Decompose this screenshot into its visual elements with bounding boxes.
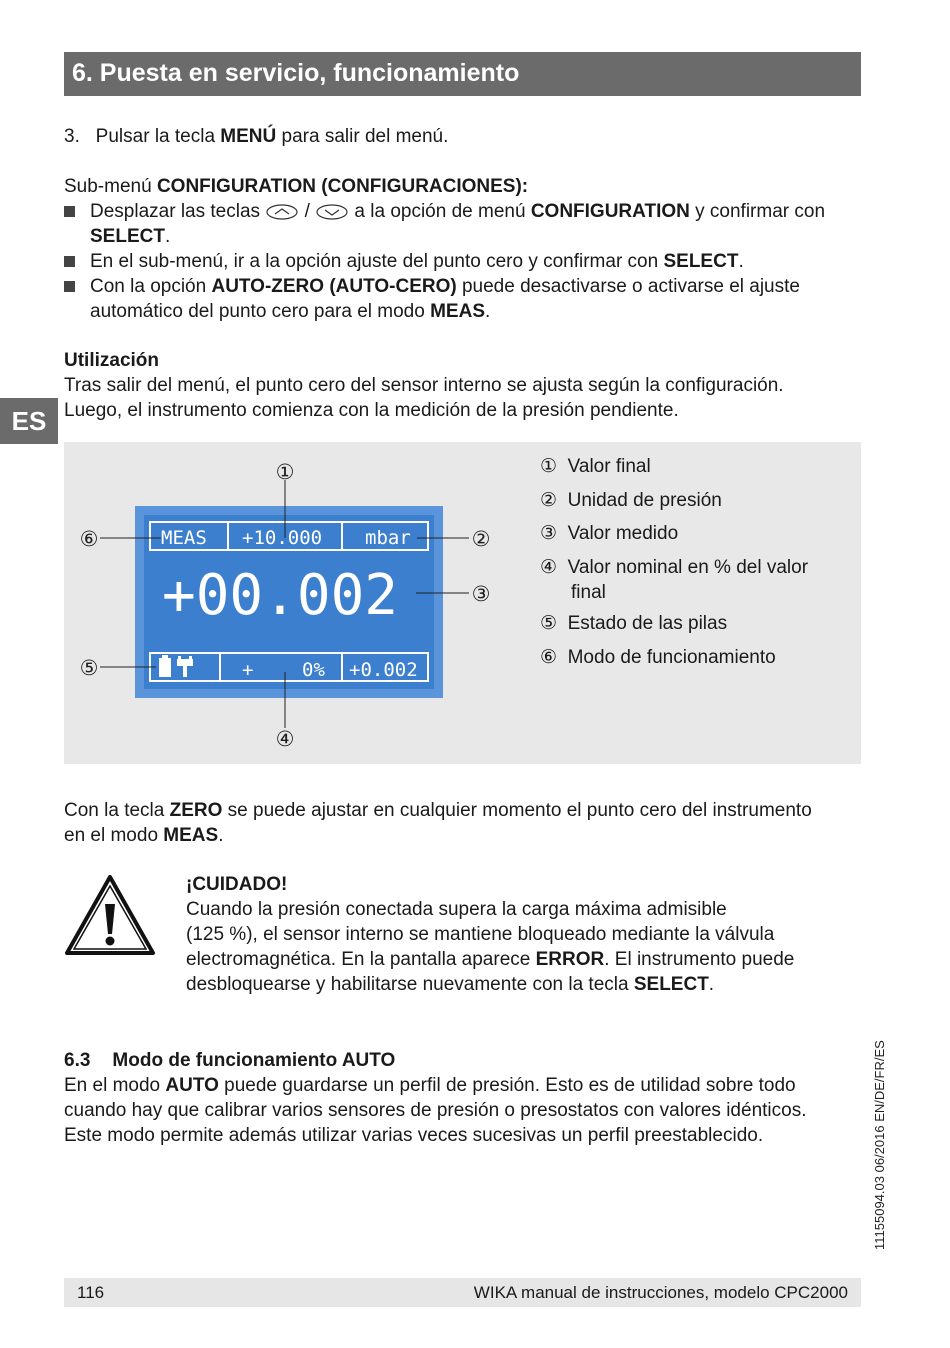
caution-title: ¡CUIDADO! bbox=[186, 874, 288, 895]
document-code: 11155094.03 06/2016 EN/DE/FR/ES bbox=[872, 1040, 887, 1250]
zero-paragraph bbox=[64, 798, 812, 848]
bullet-square bbox=[64, 256, 75, 267]
caution-select: SELECT bbox=[633, 974, 709, 995]
legend-text-3: Valor medido bbox=[567, 523, 679, 544]
display-sign: + bbox=[242, 659, 254, 681]
callout-3: ③ bbox=[471, 582, 491, 606]
legend-item-4 bbox=[540, 555, 808, 605]
bullet-2 bbox=[64, 249, 744, 274]
legend-item-5 bbox=[540, 611, 727, 636]
section-63-title: Modo de funcionamiento AUTO bbox=[112, 1050, 396, 1071]
bullet-1-bold-2: SELECT bbox=[90, 226, 165, 247]
section-63-number: 6.3 bbox=[64, 1050, 91, 1071]
section-63-line-3: Este modo permite además utilizar varias veces sucesivas un perfil preestablecido. bbox=[64, 1125, 764, 1146]
bullet-1 bbox=[64, 199, 864, 249]
legend-text-1: Valor final bbox=[567, 456, 651, 477]
display-nominal: +0.002 bbox=[349, 659, 418, 681]
usage-line-1: Tras salir del menú, el punto cero del sensor interno se ajusta según la configuración. bbox=[64, 375, 784, 396]
zero-bold-1: ZERO bbox=[169, 800, 223, 821]
step-3-prefix: 3. Pulsar la tecla bbox=[64, 126, 221, 147]
arrow-down-key-icon bbox=[315, 203, 349, 221]
bullet-1-sep: / bbox=[299, 201, 316, 222]
bullet-3-text-d: . bbox=[485, 301, 491, 322]
legend-text-2: Unidad de presión bbox=[567, 490, 722, 511]
zero-text-c: en el modo bbox=[64, 825, 164, 846]
language-tab: ES bbox=[0, 398, 58, 444]
display-mode: MEAS bbox=[161, 527, 207, 549]
caution-error: ERROR bbox=[535, 949, 605, 970]
section-63-line-2: cuando hay que calibrar varios sensores de presión o presostatos con valores idénticos. bbox=[64, 1100, 807, 1121]
caution-line-3b: . El instrumento puede bbox=[604, 949, 795, 970]
caution-line-2: (125 %), el sensor interno se mantiene bloqueado mediante la válvula bbox=[186, 924, 775, 945]
legend-item-2 bbox=[540, 488, 722, 513]
legend-item-3 bbox=[540, 521, 678, 546]
callout-1: ① bbox=[275, 460, 295, 484]
legend-item-1 bbox=[540, 454, 651, 479]
display-percent: 0% bbox=[302, 659, 325, 681]
bullet-1-line-2 bbox=[90, 224, 864, 249]
footer-bar bbox=[64, 1278, 861, 1307]
legend-text-4: Valor nominal en % del valor bbox=[567, 557, 809, 578]
caution-line-3 bbox=[186, 947, 794, 972]
step-3 bbox=[64, 124, 448, 149]
step-3-key: MENÚ bbox=[220, 126, 277, 147]
bullet-3-bold-2: MEAS bbox=[430, 301, 486, 322]
legend-num-6: ⑥ bbox=[540, 647, 558, 668]
bullet-3 bbox=[64, 274, 800, 324]
callout-5: ⑤ bbox=[79, 656, 99, 680]
submenu-heading-bold: CONFIGURATION (CONFIGURACIONES): bbox=[156, 176, 529, 197]
arrow-up-key-icon bbox=[265, 203, 299, 221]
bullet-3-bold-1: AUTO-ZERO (AUTO-CERO) bbox=[211, 276, 457, 297]
display-final-value: +10.000 bbox=[242, 527, 323, 549]
submenu-heading bbox=[64, 174, 528, 199]
legend-num-4: ④ bbox=[540, 557, 558, 578]
bullet-2-text-b: . bbox=[738, 251, 744, 272]
callout-6: ⑥ bbox=[79, 527, 99, 551]
zero-line-2 bbox=[64, 823, 812, 848]
section-63-heading bbox=[64, 1048, 395, 1073]
bullet-1-text-d: . bbox=[164, 226, 171, 247]
caution-block bbox=[186, 872, 794, 997]
display-measured: +00.002 bbox=[162, 563, 399, 628]
section-63-line-1b: puede guardarse un perfil de presión. Esto es de utilidad sobre todo bbox=[218, 1075, 796, 1096]
bullet-3-text-c: automático del punto cero para el modo bbox=[90, 301, 431, 322]
bullet-3-text-a: Con la opción bbox=[90, 276, 212, 297]
bullet-3-line-2 bbox=[90, 299, 800, 324]
legend-num-5: ⑤ bbox=[540, 613, 558, 634]
bullet-1-text-c: y confirmar con bbox=[689, 201, 826, 222]
caution-line-3a: electromagnética. En la pantalla aparece bbox=[186, 949, 536, 970]
usage-line-2: Luego, el instrumento comienza con la medición de la presión pendiente. bbox=[64, 400, 679, 421]
callout-2: ② bbox=[471, 527, 491, 551]
legend-num-2: ② bbox=[540, 490, 558, 511]
bullet-square bbox=[64, 281, 75, 292]
section-63-line-1 bbox=[64, 1073, 796, 1098]
legend-text-5: Estado de las pilas bbox=[567, 613, 728, 634]
zero-text-a: Con la tecla bbox=[64, 800, 170, 821]
bullet-2-text-a: En el sub-menú, ir a la opción ajuste del punto cero y confirmar con bbox=[90, 251, 664, 272]
legend-num-3: ③ bbox=[540, 523, 558, 544]
submenu-heading-prefix: Sub-menú bbox=[64, 176, 157, 197]
bullet-1-text-b: a la opción de menú bbox=[349, 201, 531, 222]
caution-line-4b: . bbox=[708, 974, 715, 995]
zero-line-1 bbox=[64, 798, 812, 823]
display-unit: mbar bbox=[365, 527, 411, 549]
step-3-suffix: para salir del menú. bbox=[276, 126, 449, 147]
caution-line-4a: desbloquearse y habilitarse nuevamente con la tecla bbox=[186, 974, 634, 995]
section-header bbox=[64, 52, 861, 96]
bullet-2-bold: SELECT bbox=[663, 251, 739, 272]
section-title: 6. Puesta en servicio, funcionamiento bbox=[72, 59, 520, 87]
zero-text-d: . bbox=[218, 825, 224, 846]
callout-4: ④ bbox=[275, 727, 295, 751]
bullet-square bbox=[64, 206, 75, 217]
zero-bold-2: MEAS bbox=[163, 825, 219, 846]
caution-line-4 bbox=[186, 972, 794, 997]
bullet-1-text-a: Desplazar las teclas bbox=[90, 201, 266, 222]
legend-item-6 bbox=[540, 645, 776, 670]
zero-text-b: se puede ajustar en cualquier momento el punto cero del instrumento bbox=[222, 800, 812, 821]
usage-heading: Utilización bbox=[64, 350, 160, 371]
bullet-3-text-b: puede desactivarse o activarse el ajuste bbox=[456, 276, 800, 297]
legend-text-4-line-2: final bbox=[571, 582, 606, 603]
caution-line-1: Cuando la presión conectada supera la carga máxima admisible bbox=[186, 899, 727, 920]
legend-text-6: Modo de funcionamiento bbox=[567, 647, 776, 668]
section-63-auto: AUTO bbox=[165, 1075, 219, 1096]
legend-num-1: ① bbox=[540, 456, 558, 477]
page-number: 116 bbox=[77, 1283, 105, 1302]
battery-icon bbox=[159, 655, 171, 677]
section-63-line-1a: En el modo bbox=[64, 1075, 166, 1096]
warning-triangle-icon bbox=[64, 874, 156, 956]
manual-title: WIKA manual de instrucciones, modelo CPC2000 bbox=[473, 1283, 848, 1302]
bullet-1-bold-1: CONFIGURATION bbox=[530, 201, 690, 222]
